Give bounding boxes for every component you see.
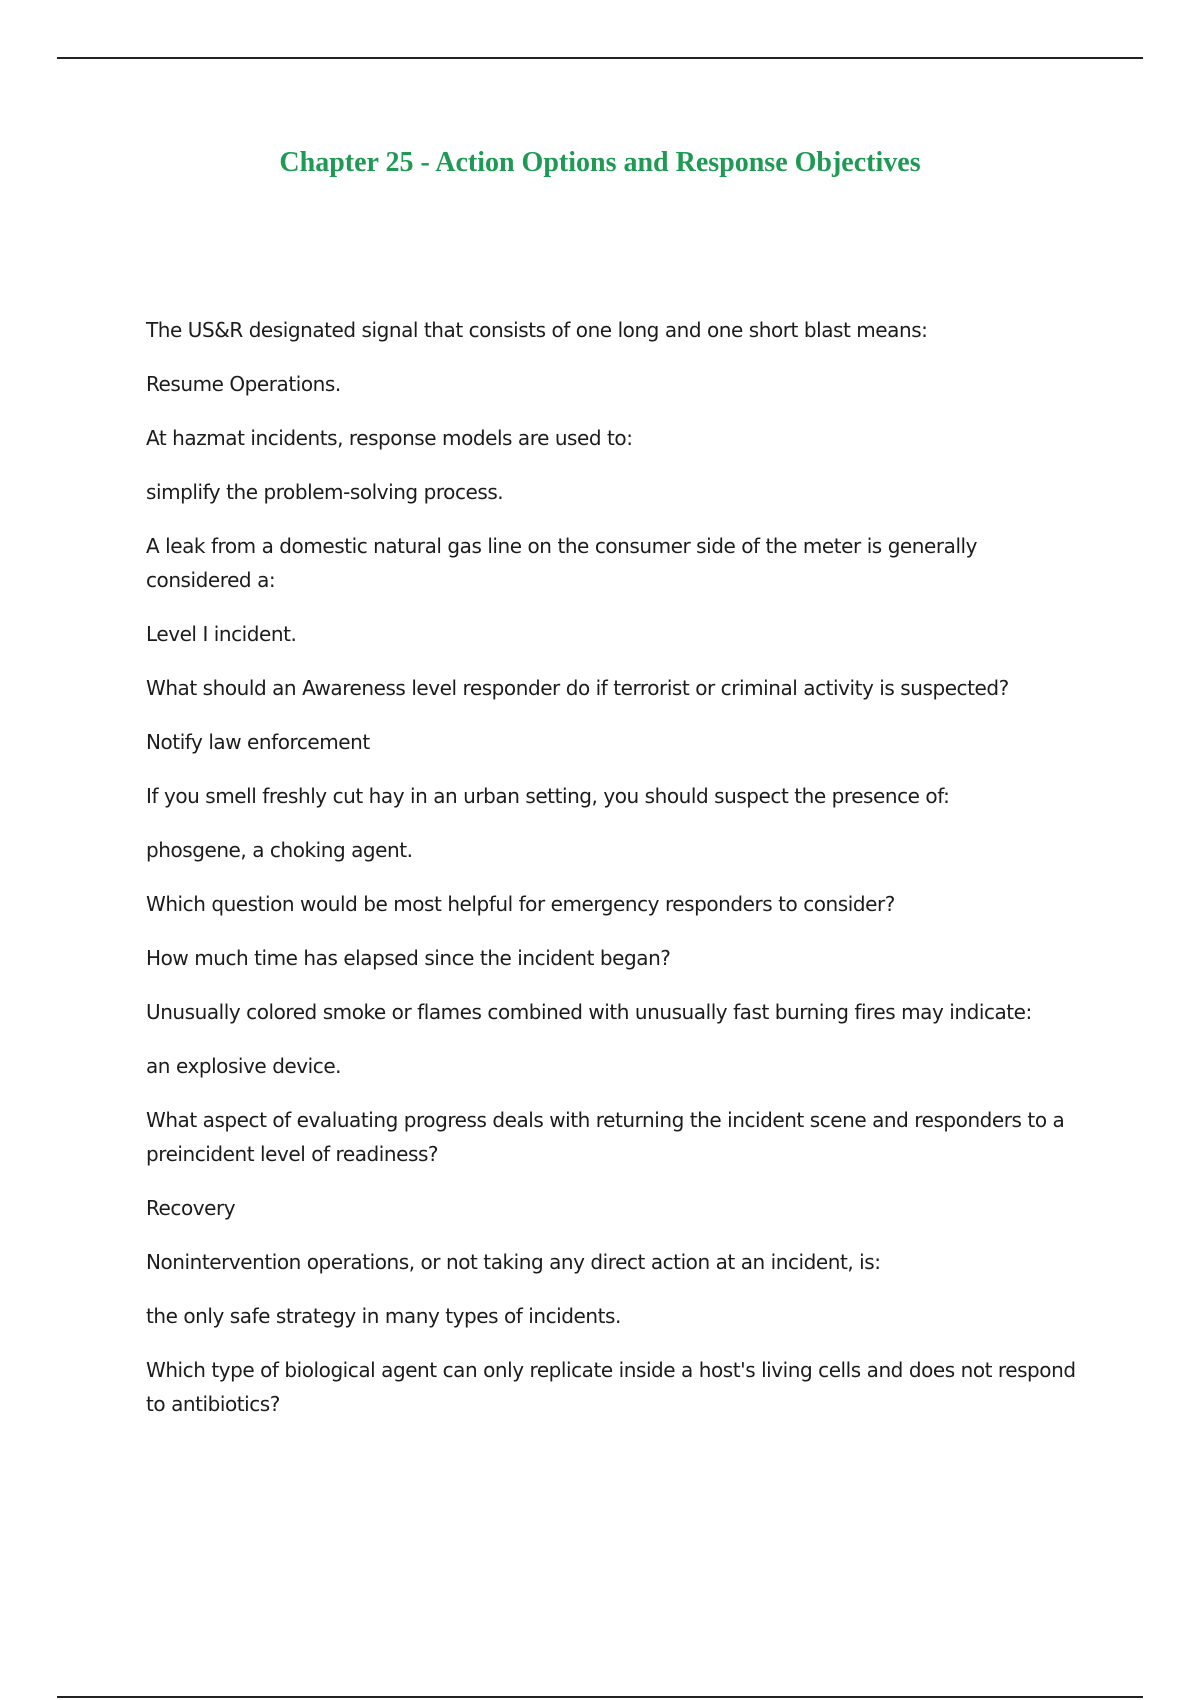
answer-2: simplify the problem-solving process.	[146, 480, 504, 504]
question-6: Which question would be most helpful for emergency responders to consider?	[146, 892, 895, 916]
answer-3: Level I incident.	[146, 622, 297, 646]
question-4: What should an Awareness level responder do if terrorist or criminal activity is suspected?	[146, 676, 1009, 700]
answer-6: How much time has elapsed since the incident began?	[146, 946, 671, 970]
answer-9: the only safe strategy in many types of incidents.	[146, 1304, 621, 1328]
question-5: If you smell freshly cut hay in an urban setting, you should suspect the presence of:	[146, 784, 950, 808]
question-2: At hazmat incidents, response models are used to:	[146, 426, 633, 450]
page-title: Chapter 25 - Action Options and Response Objectives	[279, 147, 921, 178]
qa-list	[146, 313, 1086, 1441]
question-9: Nonintervention operations, or not taking any direct action at an incident, is:	[146, 1250, 881, 1274]
question-10: Which type of biological agent can only replicate inside a host's living cells and does not respond to antibiotics?	[146, 1358, 1076, 1416]
question-1: The US&R designated signal that consists of one long and one short blast means:	[146, 318, 928, 342]
answer-4: Notify law enforcement	[146, 730, 370, 754]
answer-5: phosgene, a choking agent.	[146, 838, 413, 862]
answer-7: an explosive device.	[146, 1054, 342, 1078]
answer-8: Recovery	[146, 1196, 236, 1220]
answer-1: Resume Operations.	[146, 372, 341, 396]
question-3: A leak from a domestic natural gas line on the consumer side of the meter is generally considered a:	[146, 534, 978, 592]
top-rule	[57, 57, 1143, 59]
bottom-rule	[57, 1696, 1143, 1698]
question-8: What aspect of evaluating progress deals with returning the incident scene and responders to a preincident level of readiness?	[146, 1108, 1065, 1166]
question-7: Unusually colored smoke or flames combined with unusually fast burning fires may indicate:	[146, 1000, 1032, 1024]
